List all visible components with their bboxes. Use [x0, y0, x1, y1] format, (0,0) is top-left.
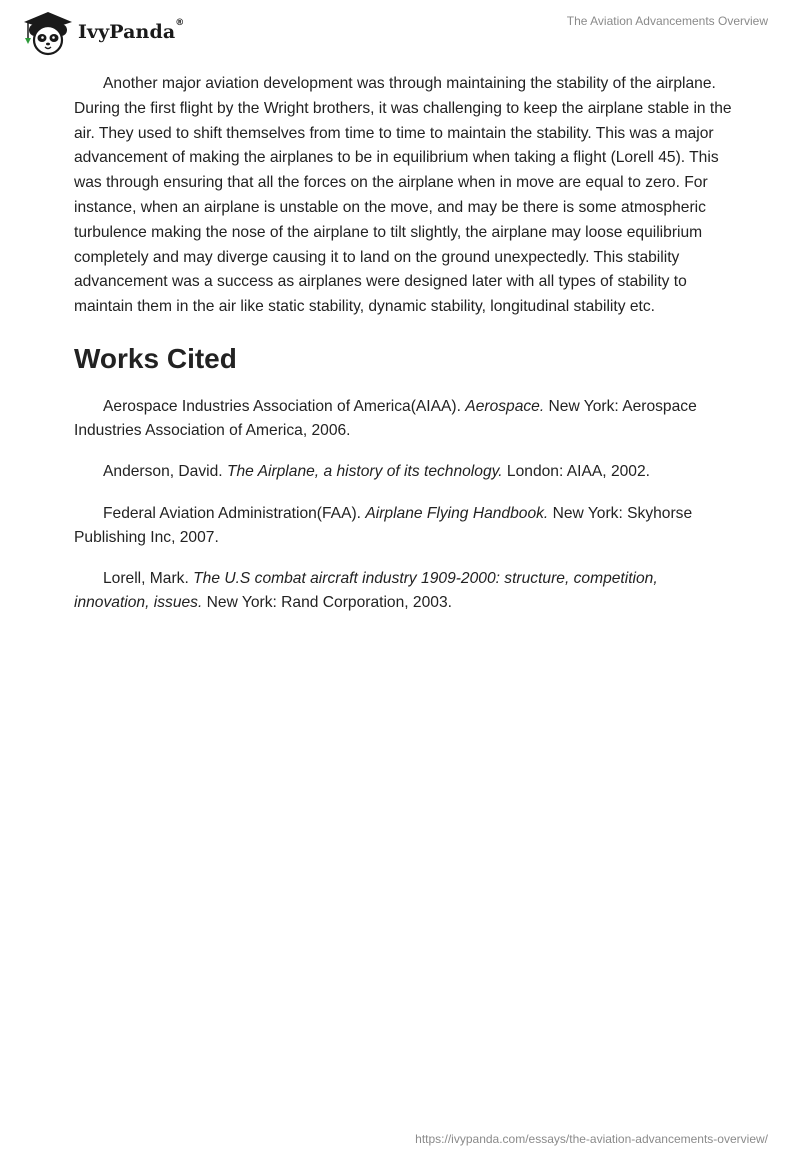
citation-publisher: New York: Rand Corporation, 2003. — [202, 594, 452, 612]
panda-graduate-icon — [14, 8, 72, 56]
essay-content — [74, 72, 734, 632]
citation-title: The U.S combat aircraft industry 1909-2000: structure, competition, innovation, issues. — [74, 569, 658, 612]
registered-mark: ® — [175, 18, 185, 28]
citation-title: Aerospace. — [465, 397, 545, 415]
document-title: The Aviation Advancements Overview — [566, 14, 768, 28]
works-cited-heading: Works Cited — [74, 342, 237, 374]
body-paragraph: Another major aviation development was through maintaining the stability of the airplane. During the first flight by the Wright brothers, it was challenging to keep the airplane stable in the air. They used to shift themselves from time to time to maintain the stability. This was a major advancement of making the airplanes to be in equilibrium when taking a flight (Lorell 45). This was through ensuring that all the forces on the airplane when in move are equal to zero. For instance, when an airplane is unstable on the move, and may be there is some atmospheric turbulence making the nose of the airplane to tilt slightly, the airplane may loose equilibrium completely and may diverge causing it to land on the ground unexpectedly. This stability advancement was a success as airplanes were designed later with all types of stability to maintain them in the air like static stability, dynamic stability, longitudinal stability etc. — [74, 75, 732, 316]
page-header — [0, 0, 800, 60]
citation-title: The Airplane, a history of its technology. — [226, 463, 503, 481]
citation-title: Airplane Flying Handbook. — [365, 504, 549, 522]
logo-text: IvyPanda — [78, 21, 176, 43]
citation-author: Anderson, David. — [103, 463, 227, 481]
citation-publisher: London: AIAA, 2002. — [502, 463, 650, 481]
citation-entry — [74, 395, 734, 443]
ivypanda-logo[interactable] — [14, 8, 184, 56]
citation-author: Lorell, Mark. — [103, 569, 194, 587]
logo-wordmark — [78, 18, 185, 43]
citation-author: Federal Aviation Administration(FAA). — [103, 504, 366, 522]
citation-entry — [74, 567, 734, 615]
source-url-link[interactable]: https://ivypanda.com/essays/the-aviation-advancements-overview/ — [415, 1132, 768, 1146]
citation-author: Aerospace Industries Association of America(AIAA). — [103, 397, 466, 415]
citation-publisher: New York: Skyhorse Publishing Inc, 2007. — [74, 504, 693, 546]
citation-publisher: New York: Aerospace Industries Association of America, 2006. — [74, 397, 697, 440]
citation-entry — [74, 502, 734, 550]
citation-entry — [74, 460, 734, 484]
